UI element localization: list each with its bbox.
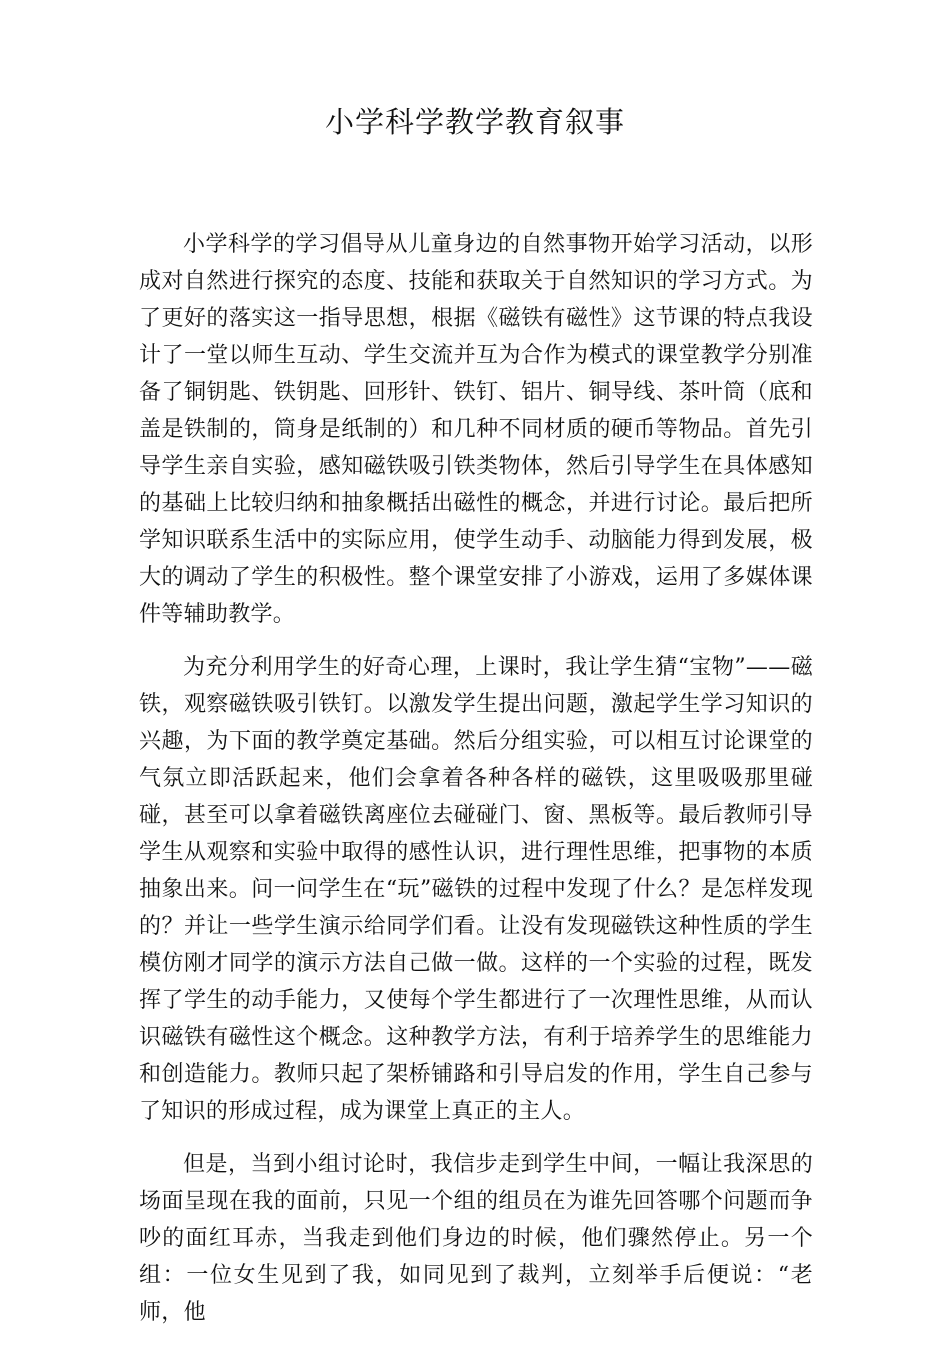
paragraph-3: 但是，当到小组讨论时，我信步走到学生中间，一幅让我深思的场面呈现在我的面前，只见一个组的组员在为谁先回答哪个问题而争吵的面红耳赤，当我走到他们身边的时候，他们骤然停止。另一个组：一位女生见到了我，如同见到了裁判，立刻举手后便说：“老师，他 [139,1152,813,1325]
document-title: 小学科学教学教育叙事 [324,105,625,139]
paragraph-1: 小学科学的学习倡导从儿童身边的自然事物开始学习活动，以形成对自然进行探究的态度、技能和获取关于自然知识的学习方式。为了更好的落实这一指导思想，根据《磁铁有磁性》这节课的特点我设计了一堂以师生互动、学生交流并互为合作为模式的课堂教学分别准备了铜钥匙、铁钥匙、回形针、铁钉、铝片、铜导线、茶叶筒（底和盖是铁制的，筒身是纸制的）和几种不同材质的硬币等物品。首先引导学生亲自实验，感知磁铁吸引铁类物体，然后引导学生在具体感知的基础上比较归纳和抽象概括出磁性的概念，并进行讨论。最后把所学知识联系生活中的实际应用，使学生动手、动脑能力得到发展，极大的调动了学生的积极性。整个课堂安排了小游戏，运用了多媒体课件等辅助教学。 [139,232,813,627]
paragraph-2: 为充分利用学生的好奇心理，上课时，我让学生猜“宝物”——磁铁，观察磁铁吸引铁钉。以激发学生提出问题，激起学生学习知识的兴趣，为下面的教学奠定基础。然后分组实验，可以相互讨论课堂的气氛立即活跃起来，他们会拿着各种各样的磁铁，这里吸吸那里碰碰，甚至可以拿着磁铁离座位去碰碰门、窗、黑板等。最后教师引导学生从观察和实验中取得的感性认识，进行理性思维，把事物的本质抽象出来。问一问学生在“玩”磁铁的过程中发现了什么？是怎样发现的？并让一些学生演示给同学们看。让没有发现磁铁这种性质的学生模仿刚才同学的演示方法自己做一做。这样的一个实验的过程，既发挥了学生的动手能力，又使每个学生都进行了一次理性思维，从而认识磁铁有磁性这个概念。这种教学方法，有利于培养学生的思维能力和创造能力。教师只起了架桥铺路和引导启发的作用，学生自己参与了知识的形成过程，成为课堂上真正的主人。 [139,655,813,1124]
document-body [139,226,813,1347]
